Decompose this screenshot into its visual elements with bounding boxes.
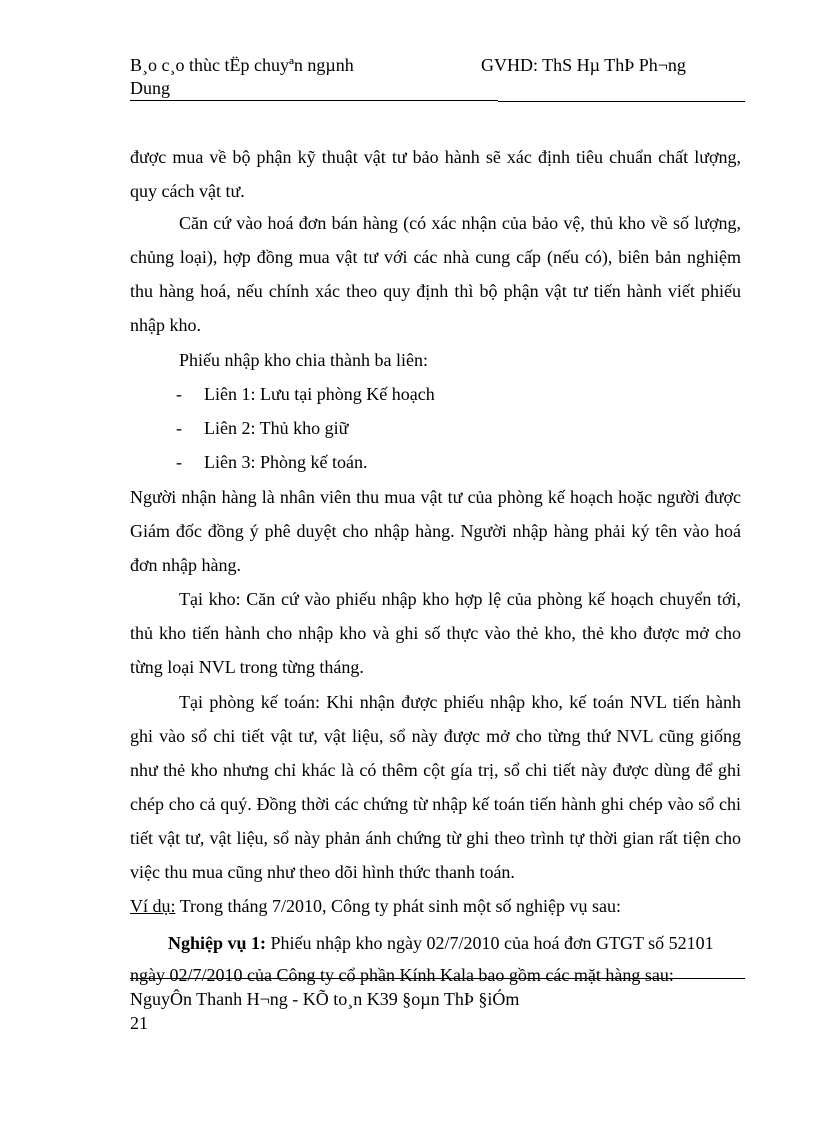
- header-report-title-cont: Dung: [130, 78, 170, 98]
- list-dash: -: [176, 418, 182, 438]
- operation-text: Phiếu nhập kho ngày 02/7/2010 của hoá đơn GTGT số 52101: [266, 933, 714, 953]
- paragraph-4: Người nhận hàng là nhân viên thu mua vật tư của phòng kế hoạch hoặc người được Giám đốc đồng ý phê duyệt cho nhập hàng. Người nhập hàng phải ký tên vào hoá đơn nhập hàng.: [130, 487, 741, 575]
- paragraph-3: Phiếu nhập kho chia thành ba liên:: [179, 350, 428, 370]
- list-item-text: Liên 1: Lưu tại phòng Kế hoạch: [204, 384, 435, 404]
- paragraph-2: Căn cứ vào hoá đơn bán hàng (có xác nhận của bảo vệ, thủ kho về số lượng, chủng loại), hợp đồng mua vật tư với các nhà cung cấp (nếu có), biên bản nghiệm thu hàng hoá, nếu chính xác theo quy định thì bộ phận vật tư tiến hành viết phiếu nhập kho.: [130, 213, 741, 335]
- paragraph-1: được mua về bộ phận kỹ thuật vật tư bảo hành sẽ xác định tiêu chuẩn chất lượng, quy cách vật tư.: [130, 147, 741, 201]
- operation-line-1: [168, 926, 714, 960]
- example-line: [130, 889, 621, 923]
- list-dash: -: [176, 384, 182, 404]
- page-number: 21: [130, 1013, 148, 1033]
- list-item: [176, 445, 367, 479]
- header-report-title: B¸o c¸o thùc tËp chuyªn ngµnh: [130, 55, 354, 75]
- header-rule-left: [130, 100, 498, 101]
- header-rule-right: [498, 101, 745, 102]
- example-label: Ví dụ:: [130, 896, 176, 916]
- list-dash: -: [176, 452, 182, 472]
- footer-author: NguyÔn Thanh H¬ng - KÕ to¸n K39 §oµn ThÞ §iÓm: [130, 989, 520, 1009]
- operation-line-2: ngày 02/7/2010 của Công ty cổ phần Kính Kala bao gồm các mặt hàng sau:: [130, 965, 674, 985]
- footer-rule: [130, 978, 745, 979]
- paragraph-5: Tại kho: Căn cứ vào phiếu nhập kho hợp lệ của phòng kế hoạch chuyển tới, thủ kho tiến hành cho nhập kho và ghi số thực vào thẻ kho, thẻ kho được mở cho từng loại NVL trong từng tháng.: [130, 589, 741, 677]
- list-item-text: Liên 3: Phòng kế toán.: [204, 452, 368, 472]
- list-item-text: Liên 2: Thủ kho giữ: [204, 418, 349, 438]
- operation-label: Nghiệp vụ 1:: [168, 933, 267, 953]
- header-supervisor: GVHD: ThS Hµ ThÞ Ph¬ng: [481, 55, 686, 75]
- paragraph-6: Tại phòng kế toán: Khi nhận được phiếu nhập kho, kế toán NVL tiến hành ghi vào sổ chi tiết vật tư, vật liệu, sổ này được mở cho từng thứ NVL cũng giống như thẻ kho nhưng chỉ khác là có thêm cột gía trị, sổ chi tiết này được dùng để ghi chép cho cả quý. Đồng thời các chứng từ nhập kế toán tiến hành ghi chép vào sổ chi tiết vật tư, vật liệu, sổ này phản ánh chứng từ ghi theo trình tự thời gian rất tiện cho việc thu mua cũng như theo dõi hình thức thanh toán.: [130, 692, 741, 882]
- list-item: [176, 411, 348, 445]
- example-text: Trong tháng 7/2010, Công ty phát sinh một số nghiệp vụ sau:: [175, 896, 622, 916]
- list-item: [176, 377, 435, 411]
